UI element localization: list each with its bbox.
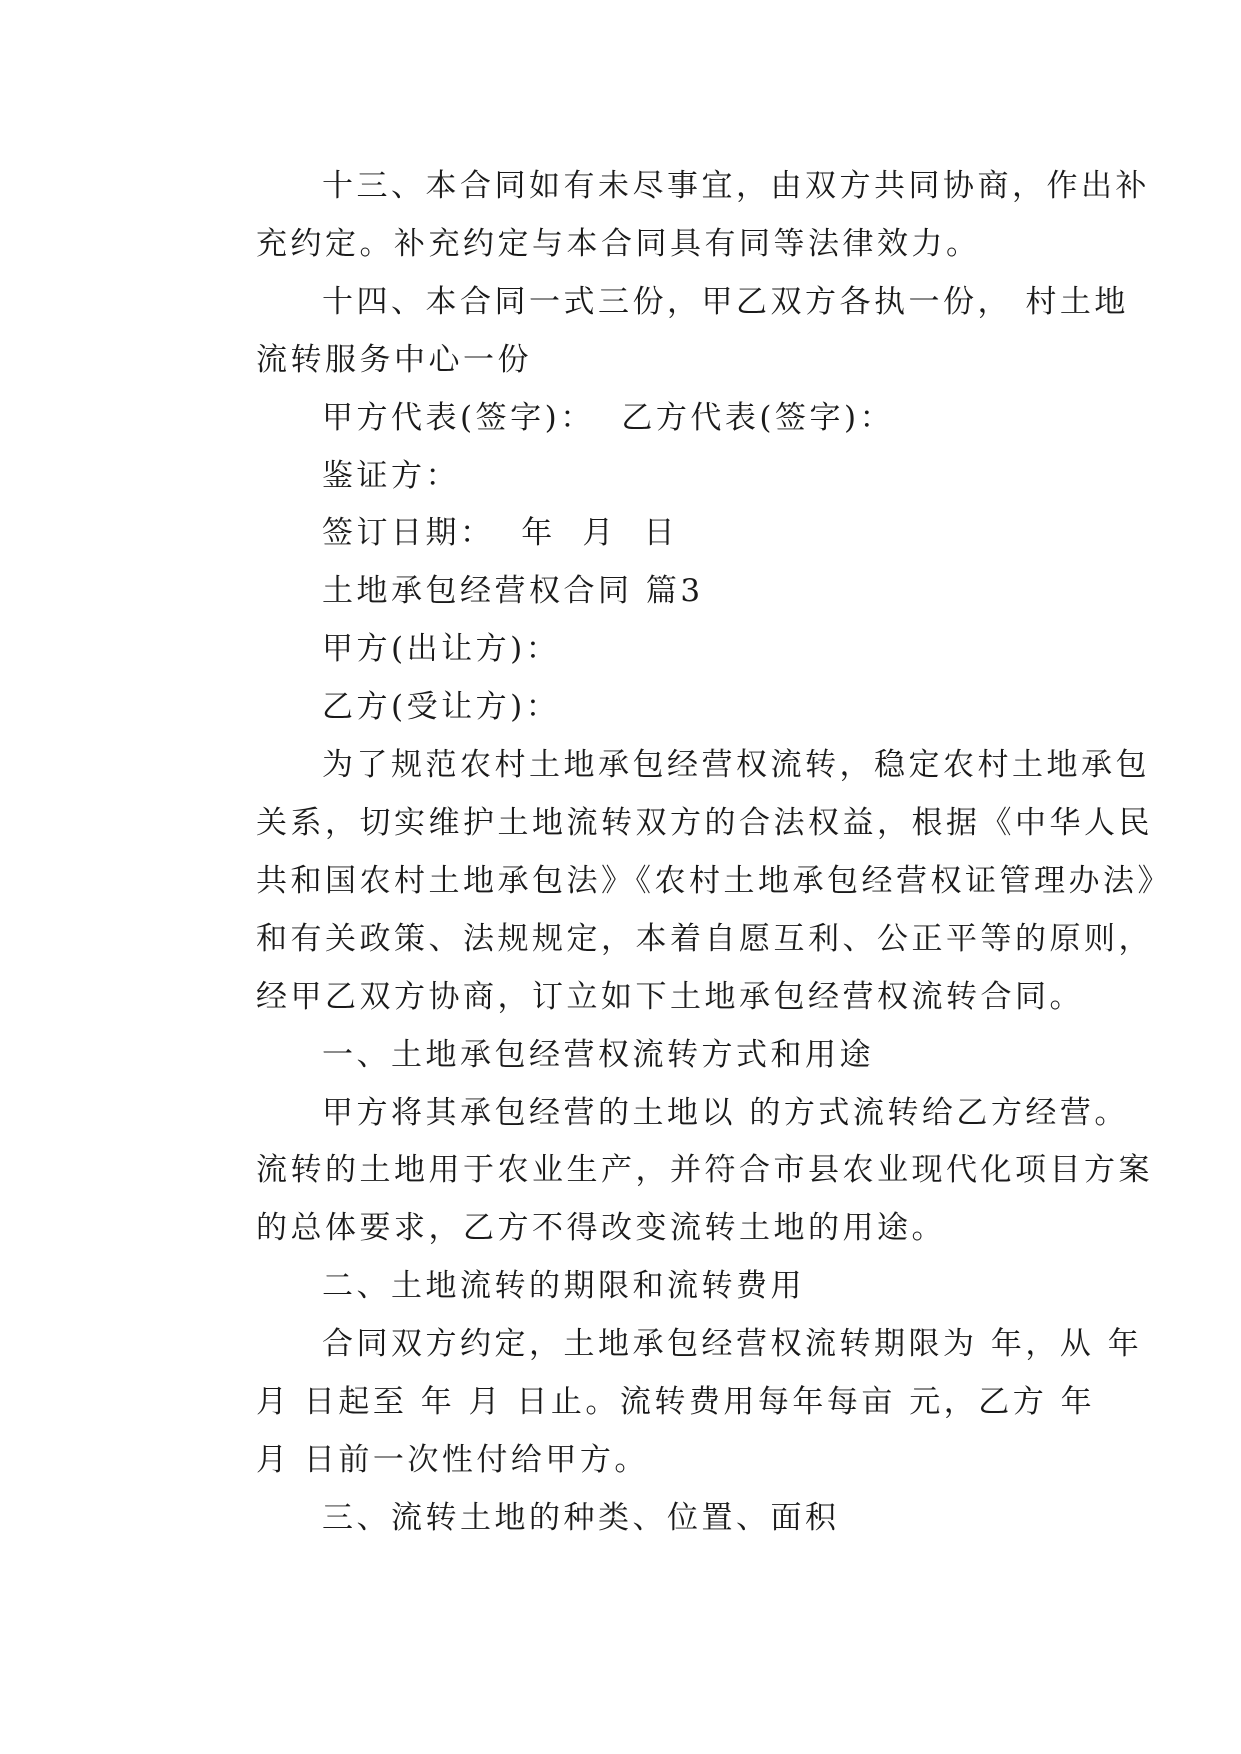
text-line: 经甲乙双方协商，订立如下土地承包经营权流转合同。	[256, 978, 1084, 1015]
document-body	[190, 158, 1172, 1548]
text-line: 三、流转土地的种类、位置、面积	[322, 1499, 840, 1536]
sign-date-line	[190, 505, 1052, 563]
text-line: 甲方代表(签字)： 乙方代表(签字)：	[322, 399, 895, 436]
clause-14	[190, 274, 1129, 390]
text-line: 流转的土地用于农业生产，并符合市县农业现代化项目方案	[256, 1152, 1153, 1189]
text-line: 月 日前一次性付给甲方。	[256, 1441, 649, 1478]
text-line: 为了规范农村土地承包经营权流转，稳定农村土地承包	[322, 747, 1150, 784]
text-line: 土地承包经营权合同 篇3	[322, 573, 704, 610]
party-b	[190, 679, 1052, 737]
section-1-heading	[190, 1027, 1052, 1085]
text-line: 十三、本合同如有未尽事宜，由双方共同协商，作出补	[322, 168, 1150, 204]
text-line: 流转服务中心一份	[256, 341, 532, 378]
preamble	[190, 737, 1172, 1027]
section-2-heading	[190, 1258, 1052, 1316]
text-line: 的总体要求，乙方不得改变流转土地的用途。	[256, 1210, 946, 1247]
section-1-body	[190, 1085, 1153, 1259]
text-line: 鉴证方：	[322, 457, 460, 494]
text-line: 合同双方约定，土地承包经营权流转期限为 年，从 年	[322, 1326, 1143, 1363]
text-line: 和有关政策、法规规定，本着自愿互利、公正平等的原则，	[256, 920, 1153, 957]
text-line: 月 日起至 年 月 日止。流转费用每年每亩 元，乙方 年	[256, 1384, 1096, 1421]
text-line: 甲方(出让方)：	[322, 631, 561, 668]
text-line: 十四、本合同一式三份，甲乙双方各执一份， 村土地	[322, 283, 1129, 320]
signature-line	[190, 390, 1052, 448]
clause-13	[190, 158, 1150, 274]
text-line: 充约定。补充约定与本合同具有同等法律效力。	[256, 225, 981, 262]
text-line: 二、土地流转的期限和流转费用	[322, 1268, 805, 1305]
witness-line	[190, 448, 1052, 506]
text-line: 签订日期： 年 月 日	[322, 515, 679, 552]
text-line: 甲方将其承包经营的土地以 的方式流转给乙方经营。	[322, 1094, 1129, 1131]
contract-title	[190, 563, 1052, 621]
text-line: 乙方(受让方)：	[322, 689, 561, 726]
text-line: 一、土地承包经营权流转方式和用途	[322, 1036, 874, 1073]
text-line: 关系，切实维护土地流转双方的合法权益，根据《中华人民	[256, 804, 1153, 841]
party-a	[190, 621, 1052, 679]
section-2-body	[190, 1316, 1143, 1490]
text-line: 共和国农村土地承包法》《农村土地承包经营权证管理办法》	[256, 862, 1172, 899]
section-3-heading	[190, 1490, 1052, 1548]
